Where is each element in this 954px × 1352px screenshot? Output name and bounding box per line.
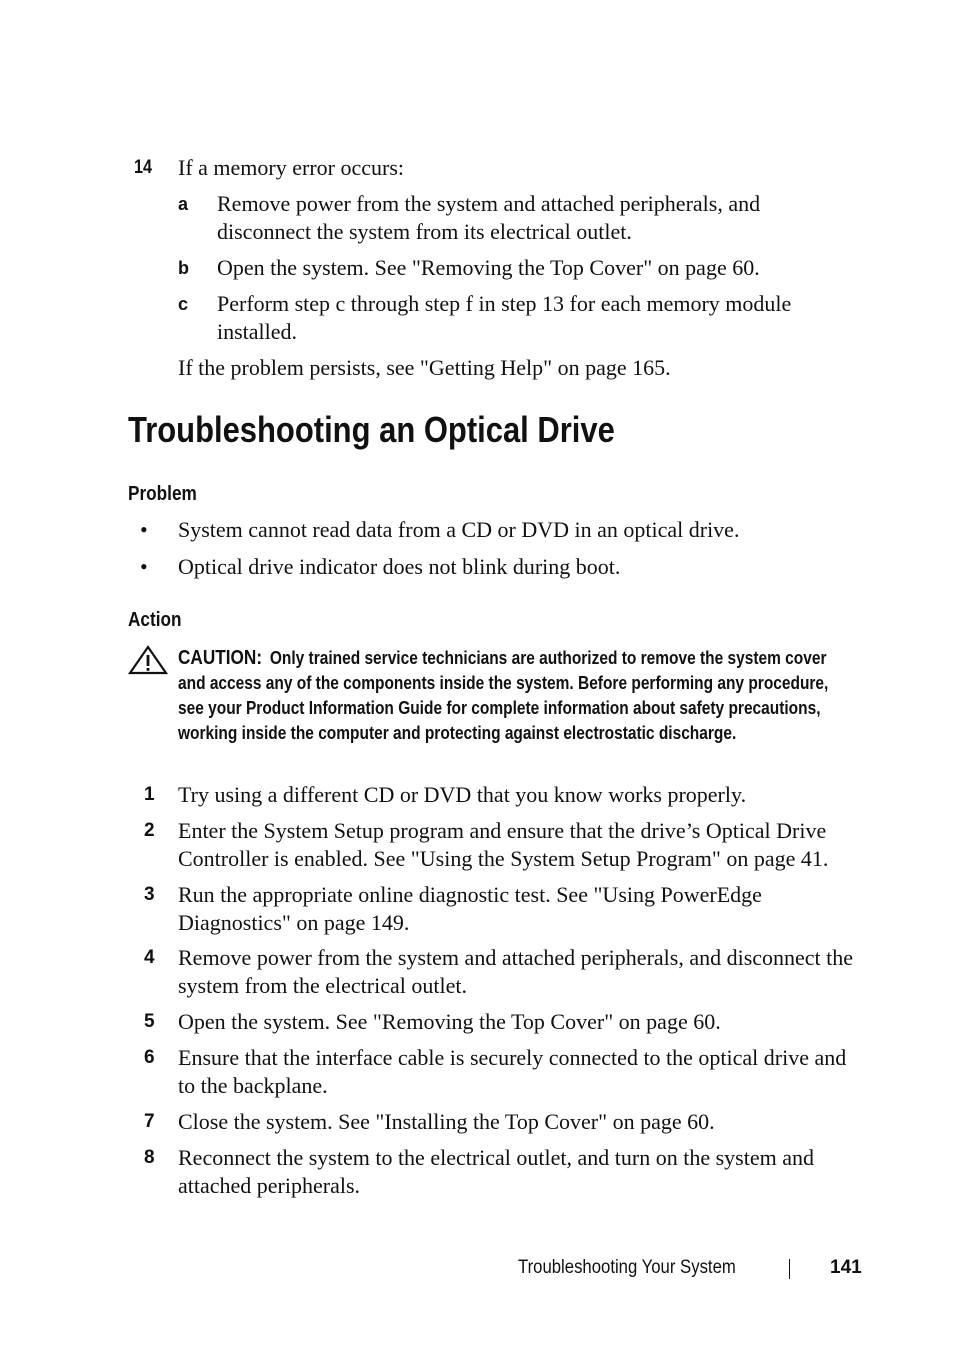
action-subheading: Action [128,609,182,631]
step-number: 2 [144,820,155,841]
step-text: Remove power from the system and attached peripherals, and disconnect the system from the electrical outlet. [178,945,854,998]
step-text: Close the system. See "Installing the Top Cover" on page 60. [178,1109,715,1134]
bullet-marker: • [140,554,148,579]
warning-triangle-icon [128,645,168,675]
step-number: 6 [144,1047,155,1068]
step-text: Ensure that the interface cable is securely connected to the optical drive and to the backplane. [178,1045,847,1098]
substep-letter: a [178,194,189,214]
bullet-marker: • [140,517,148,542]
step-number: 3 [144,884,155,905]
step-number: 14 [134,157,152,178]
step-number: 4 [144,947,155,968]
caution-text: Only trained service technicians are authorized to remove the system cover and access any of the components inside the system. Before performing any procedure, see your Product Information Guide for complete information about safety precautions, working inside the computer and protecting against electrostatic discharge. [178,648,829,743]
substep-text: Open the system. See "Removing the Top Cover" on page 60. [217,255,760,280]
step-text: If a memory error occurs: [178,155,405,180]
substep-text: Remove power from the system and attached peripherals, and disconnect the system from its electrical outlet. [217,191,761,244]
step-text: Run the appropriate online diagnostic test. See "Using PowerEdge Diagnostics" on page 149. [178,882,762,935]
caution-notice [178,646,840,746]
section-heading: Troubleshooting an Optical Drive [128,409,615,450]
footer-chapter-title: Troubleshooting Your System [518,1257,736,1278]
substep-letter: c [178,294,189,314]
step-number: 1 [144,784,155,805]
step-number: 5 [144,1011,155,1032]
problem-item: Optical drive indicator does not blink during boot. [178,554,621,579]
page-number: 141 [830,1257,862,1278]
step-text: Reconnect the system to the electrical outlet, and turn on the system and attached peripherals. [178,1145,814,1198]
step-number: 7 [144,1111,155,1132]
step-text: Try using a different CD or DVD that you know works properly. [178,782,747,807]
step-text: Open the system. See "Removing the Top Cover" on page 60. [178,1009,721,1034]
caution-label: CAUTION: [178,647,263,669]
substep-letter: b [178,258,189,278]
problem-subheading: Problem [128,483,197,505]
problem-item: System cannot read data from a CD or DVD in an optical drive. [178,517,740,542]
step-text: Enter the System Setup program and ensure that the drive’s Optical Drive Controller is enabled. See "Using the System Setup Program" on page 41. [178,818,829,871]
footer-divider [789,1259,790,1279]
step-number: 8 [144,1147,155,1168]
persist-note: If the problem persists, see "Getting Help" on page 165. [178,355,671,380]
substep-text: Perform step c through step f in step 13 for each memory module installed. [217,291,792,344]
